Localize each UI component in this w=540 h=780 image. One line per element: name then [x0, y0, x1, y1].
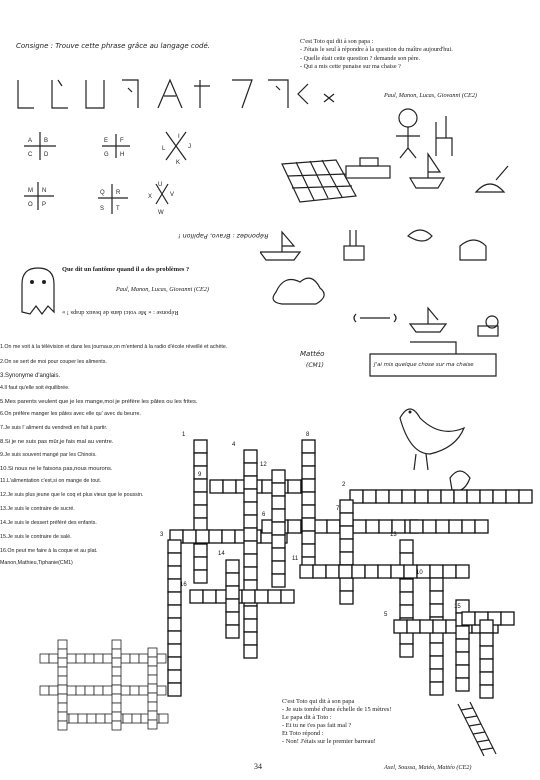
crossword-cell — [244, 489, 257, 502]
crossword-cell — [194, 479, 207, 492]
small-crossword-cell — [58, 712, 67, 721]
crossword-cell — [475, 520, 488, 533]
crossword-cell — [378, 565, 391, 578]
crossword-cell — [326, 565, 339, 578]
small-crossword-cell — [112, 676, 121, 685]
svg-text:D: D — [44, 152, 49, 158]
crossword-number: 5 — [384, 612, 388, 618]
crossword-cell — [194, 505, 207, 518]
svg-text:U: U — [158, 182, 163, 188]
svg-text:S: S — [100, 206, 105, 212]
crossword-cell — [363, 490, 376, 503]
small-crossword-cell — [58, 685, 67, 694]
clues-signature: Manon,Mathieu,Tiphanie(CM1) — [0, 560, 73, 566]
crossword-cell — [272, 496, 285, 509]
small-crossword-cell — [130, 654, 139, 663]
small-crossword-cell — [69, 714, 78, 723]
small-crossword-cell — [148, 657, 157, 666]
crossword-cell — [410, 520, 423, 533]
crossword-cell — [168, 540, 181, 553]
svg-text:W: W — [158, 210, 164, 216]
crossword-cell — [430, 643, 443, 656]
crossword-number: 2 — [342, 482, 346, 488]
matteo-class: (CM1) — [306, 362, 324, 369]
small-crossword-cell — [112, 667, 121, 676]
small-crossword-cell — [67, 654, 76, 663]
crossword-cell — [340, 552, 353, 565]
svg-text:B: B — [44, 138, 49, 144]
clue-2: 2.On se sert de moi pour couper les aliments. — [0, 359, 107, 365]
crossword-cell — [226, 560, 239, 573]
clue-16: 16.On peut me faire à la coque et au plat. — [0, 548, 98, 554]
crossword-cell — [456, 665, 469, 678]
crossword-cell — [400, 540, 413, 553]
clue-7: 7.Je suis l' aliment du vendredi en fait à partir. — [0, 425, 108, 431]
crossword-cell — [255, 590, 268, 603]
small-crossword-cell — [49, 686, 58, 695]
matteo-name: Mattéo — [300, 350, 325, 358]
crossword-number: 13 — [390, 532, 397, 538]
crossword-cell — [430, 682, 443, 695]
crossword-cell — [272, 522, 285, 535]
small-crossword-cell — [148, 675, 157, 684]
crossword-cell — [302, 531, 315, 544]
crossword-cell — [441, 490, 454, 503]
crossword-cell — [340, 591, 353, 604]
crossword-cell — [272, 574, 285, 587]
crossword-cell — [272, 561, 285, 574]
crossword-cell — [244, 528, 257, 541]
crossword-cell — [222, 530, 235, 543]
svg-text:A: A — [28, 138, 33, 144]
crossword-cell — [302, 453, 315, 466]
clue-11: 11.L'alimentation c'est,si on mange de tout. — [0, 478, 102, 484]
crossword-cell — [244, 450, 257, 463]
crossword-cell — [365, 565, 378, 578]
clue-6: 6.On préfère manger les pâtes avec elle qu' avec du beurre. — [0, 411, 141, 417]
svg-text:K: K — [176, 160, 181, 166]
svg-text:L: L — [162, 146, 166, 152]
crossword-cell — [168, 553, 181, 566]
crossword-cell — [302, 466, 315, 479]
small-crossword-cell — [103, 686, 112, 695]
crossword-cell — [302, 492, 315, 505]
crossword-cell — [272, 548, 285, 561]
crossword-cell — [436, 520, 449, 533]
crossword-cell — [194, 518, 207, 531]
small-crossword-cell — [148, 711, 157, 720]
crossword-cell — [194, 544, 207, 557]
crossword-cell — [430, 578, 443, 591]
small-crossword-cell — [94, 686, 103, 695]
clue-1: 1.On me voit à la télévision et dans les journaux,on m'entend à la radio d'école réveillé et achète. — [0, 344, 228, 350]
small-crossword-cell — [132, 714, 141, 723]
clue-9: 9.Je suis souvent mangé par les Chinois. — [0, 452, 97, 458]
crossword-number: 7 — [336, 506, 340, 512]
crossword-cell — [430, 669, 443, 682]
small-crossword-cell — [148, 684, 157, 693]
crossword-cell — [168, 618, 181, 631]
crossword-cell — [288, 520, 301, 533]
crossword-number: 8 — [306, 432, 310, 438]
crossword-cell — [209, 530, 222, 543]
crossword-cell — [302, 479, 315, 492]
small-crossword-cell — [123, 714, 132, 723]
crossword-cell — [242, 590, 255, 603]
small-crossword-cell — [148, 720, 157, 729]
small-crossword-cell — [112, 649, 121, 658]
crossword-number: 14 — [218, 551, 225, 557]
crossword-cell — [183, 530, 196, 543]
crossword-cell — [394, 620, 407, 633]
crossword-cell — [480, 672, 493, 685]
crossword-cell — [194, 453, 207, 466]
crossword-cell — [272, 483, 285, 496]
ghost-answer: Réponse : « Me voici dans de beaux draps ! » — [62, 309, 179, 316]
crossword-cell — [244, 619, 257, 632]
crossword-cell — [244, 541, 257, 554]
crossword-cell — [506, 490, 519, 503]
crossword-cell — [462, 520, 475, 533]
small-crossword-cell — [58, 703, 67, 712]
crossword-cell — [400, 579, 413, 592]
svg-text:M: M — [28, 188, 33, 194]
clue-13: 13.Je suis le contraire de sucré. — [0, 506, 75, 512]
crossword-cell — [430, 604, 443, 617]
consigne: Consigne : Trouve cette phrase grâce au langage codé. — [16, 42, 211, 50]
small-crossword-cell — [76, 654, 85, 663]
crossword-cell — [462, 612, 475, 625]
crossword-cell — [391, 565, 404, 578]
small-crossword-cell — [58, 649, 67, 658]
ghost-signature: Paul, Manon, Lucas, Giovanni (CE2) — [116, 286, 209, 293]
svg-text:Q: Q — [100, 190, 105, 196]
crossword-cell — [288, 480, 301, 493]
crossword-cell — [168, 566, 181, 579]
crossword-cell — [407, 620, 420, 633]
crossword-cell — [430, 565, 443, 578]
clue-5: 5.Mes parents veulent que je les mange,moi je préfère les pâtes ou les frites. — [0, 399, 198, 405]
svg-text:O: O — [28, 202, 33, 208]
crossword-cell — [244, 515, 257, 528]
small-crossword-cell — [112, 694, 121, 703]
small-crossword-cell — [87, 714, 96, 723]
small-crossword-cell — [130, 686, 139, 695]
crossword-cell — [302, 544, 315, 557]
crossword-cell — [268, 590, 281, 603]
svg-text:G: G — [104, 152, 109, 158]
crossword-number: 10 — [416, 570, 423, 576]
crossword-cell — [196, 530, 209, 543]
small-crossword-cell — [76, 686, 85, 695]
toto-top-signature: Paul, Manon, Lucas, Giovanni (CE2) — [384, 92, 477, 99]
small-crossword — [30, 636, 200, 746]
crossword-cell — [226, 586, 239, 599]
small-crossword-cell — [85, 686, 94, 695]
crossword-cell — [519, 490, 532, 503]
crossword-cell — [194, 440, 207, 453]
crossword-cell — [430, 656, 443, 669]
crossword-cell — [210, 480, 223, 493]
svg-text:P: P — [42, 202, 47, 208]
crossword-cell — [244, 502, 257, 515]
small-crossword-cell — [148, 693, 157, 702]
crossword-cell — [168, 605, 181, 618]
clue-12: 12.Je suis plus jeune que le coq et plus vieux que le poussin. — [0, 492, 144, 498]
crossword-cell — [353, 520, 366, 533]
crossword-cell — [302, 518, 315, 531]
crossword-cell — [456, 626, 469, 639]
svg-text:C: C — [28, 152, 33, 158]
svg-text:I: I — [178, 134, 180, 140]
crossword-cell — [244, 476, 257, 489]
crossword-cell — [314, 520, 327, 533]
small-crossword-cell — [94, 654, 103, 663]
bottom-signature: Axel, Soussa, Matéo, Mattéo (CE2) — [384, 764, 472, 771]
small-crossword-cell — [112, 703, 121, 712]
small-crossword-cell — [112, 712, 121, 721]
crossword-cell — [340, 578, 353, 591]
crossword-cell — [226, 599, 239, 612]
small-crossword-cell — [159, 714, 168, 723]
crossword-cell — [480, 659, 493, 672]
crossword-cell — [501, 612, 514, 625]
small-crossword-cell — [40, 686, 49, 695]
small-crossword-cell — [121, 686, 130, 695]
crossword-cell — [194, 570, 207, 583]
crossword-cell — [456, 652, 469, 665]
crossword-cell — [302, 505, 315, 518]
crossword-cell — [480, 646, 493, 659]
matteo-caption: J'ai mis quelque chose sur ma chaise — [374, 362, 474, 368]
crossword-cell — [340, 500, 353, 513]
small-crossword-cell — [49, 654, 58, 663]
small-crossword-cell — [58, 694, 67, 703]
small-crossword-cell — [85, 654, 94, 663]
crossword-cell — [376, 490, 389, 503]
small-crossword-cell — [67, 686, 76, 695]
crossword-cell — [400, 605, 413, 618]
clue-8: 8.Si je ne suis pas mûr,je fais mal au ventre. — [0, 439, 114, 445]
crossword-cell — [226, 612, 239, 625]
crossword-cell — [456, 639, 469, 652]
crossword-cell — [168, 592, 181, 605]
svg-text:J: J — [188, 144, 191, 150]
crossword-cell — [244, 463, 257, 476]
crossword-cell — [272, 535, 285, 548]
crossword-cell — [244, 645, 257, 658]
crossword-cell — [190, 590, 203, 603]
crossword-cell — [400, 644, 413, 657]
clue-4: 4.Il faut qu'elle soit équilibrée. — [0, 385, 70, 391]
page-number: 34 — [254, 762, 262, 771]
crossword-cell — [467, 490, 480, 503]
crossword-cell — [281, 590, 294, 603]
crossword-cell — [400, 592, 413, 605]
crossword-cell — [433, 620, 446, 633]
crossword-cell — [366, 520, 379, 533]
small-crossword-cell — [139, 686, 148, 695]
small-crossword-cell — [103, 654, 112, 663]
small-crossword-cell — [112, 658, 121, 667]
coded-answer-upside: Répondez : Bravo, Papillon ! — [178, 232, 269, 240]
crossword-cell — [428, 490, 441, 503]
crossword-cell — [480, 620, 493, 633]
crossword-cell — [389, 490, 402, 503]
crossword-cell — [480, 633, 493, 646]
ladder-icon — [450, 700, 502, 760]
crossword-cell — [420, 620, 433, 633]
small-crossword-cell — [40, 654, 49, 663]
crossword-cell — [415, 490, 428, 503]
small-crossword-cell — [58, 658, 67, 667]
crossword-cell — [340, 526, 353, 539]
clue-3: 3.Synonyme d'anglais. — [0, 373, 61, 379]
small-crossword-cell — [58, 676, 67, 685]
small-crossword-cell — [78, 714, 87, 723]
svg-text:E: E — [104, 138, 109, 144]
crossword-cell — [300, 565, 313, 578]
small-crossword-cell — [58, 721, 67, 730]
crossword-number: 9 — [198, 472, 202, 478]
clue-14: 14.Je suis le dessert préféré des enfants. — [0, 520, 97, 526]
svg-text:V: V — [170, 192, 175, 198]
toto-joke-bottom: C'est Toto qui dit à son papa - Je suis tombé d'une échelle de 15 mètres! Le papa dit à Toto : - Et tu ne t'es pas fait mal ? Et Toto répond : - Non! J'étais sur le premier barreau! — [282, 698, 392, 745]
small-crossword-cell — [148, 666, 157, 675]
svg-text:R: R — [116, 190, 121, 196]
clue-15: 15.Je suis le contraire de salé. — [0, 534, 72, 540]
small-crossword-cell — [112, 721, 121, 730]
crossword-cell — [244, 567, 257, 580]
crossword-number: 11 — [292, 556, 299, 562]
crossword-cell — [226, 625, 239, 638]
crossword-number: 12 — [260, 462, 267, 468]
small-crossword-cell — [148, 648, 157, 657]
crossword-cell — [203, 590, 216, 603]
small-crossword-cell — [58, 640, 67, 649]
crossword-cell — [449, 520, 462, 533]
svg-text:T: T — [116, 206, 120, 212]
crossword-cell — [480, 685, 493, 698]
crossword-number: 15 — [454, 604, 461, 610]
small-crossword-cell — [112, 640, 121, 649]
small-crossword-cell — [148, 702, 157, 711]
crossword-cell — [423, 520, 436, 533]
crossword-number: 16 — [180, 582, 187, 588]
crossword-number: 6 — [262, 512, 266, 518]
svg-text:X: X — [148, 194, 153, 200]
toto-joke-top: C'est Toto qui dit à son papa : - J'étais le seul à répondre à la question du maître aujourd'hui. - Quelle était cette question ? demande son père. - Qui a mis cette punaise sur ma chaise ? — [300, 38, 453, 71]
small-crossword-cell — [157, 686, 166, 695]
crossword-cell — [493, 490, 506, 503]
crossword-cell — [244, 632, 257, 645]
crossword-cell — [327, 520, 340, 533]
crossword-cell — [480, 490, 493, 503]
crossword-cell — [340, 513, 353, 526]
crossword-cell — [430, 591, 443, 604]
crossword-cell — [302, 440, 315, 453]
crossword-cell — [454, 490, 467, 503]
crossword-cell — [402, 490, 415, 503]
ghost-question: Que dit un fantôme quand il a des problèmes ? — [62, 266, 190, 273]
small-crossword-cell — [157, 654, 166, 663]
crossword-cell — [340, 539, 353, 552]
small-crossword-cell — [58, 667, 67, 676]
crossword-cell — [226, 573, 239, 586]
crossword-cell — [400, 553, 413, 566]
crossword-cell — [456, 678, 469, 691]
small-crossword-cell — [121, 654, 130, 663]
clue-10: 10.Si nous ne le faisons pas,nous mourons. — [0, 466, 113, 472]
crossword-number: 1 — [182, 432, 186, 438]
svg-text:N: N — [42, 188, 47, 194]
small-crossword-cell — [96, 714, 105, 723]
crossword-cell — [313, 565, 326, 578]
crossword-cell — [456, 565, 469, 578]
crossword-cell — [194, 557, 207, 570]
crossword-cell — [272, 509, 285, 522]
svg-text:F: F — [120, 138, 124, 144]
crossword-cell — [272, 470, 285, 483]
crossword-number: 3 — [160, 532, 164, 538]
crossword-cell — [244, 606, 257, 619]
crossword-cell — [244, 554, 257, 567]
crossword-cell — [223, 480, 236, 493]
crossword-cell — [443, 565, 456, 578]
crossword-number: 4 — [232, 442, 236, 448]
crossword-cell — [352, 565, 365, 578]
crossword-cell — [339, 565, 352, 578]
small-crossword-cell — [139, 654, 148, 663]
crossword-cell — [194, 492, 207, 505]
svg-text:H: H — [120, 152, 125, 158]
small-crossword-cell — [112, 685, 121, 694]
